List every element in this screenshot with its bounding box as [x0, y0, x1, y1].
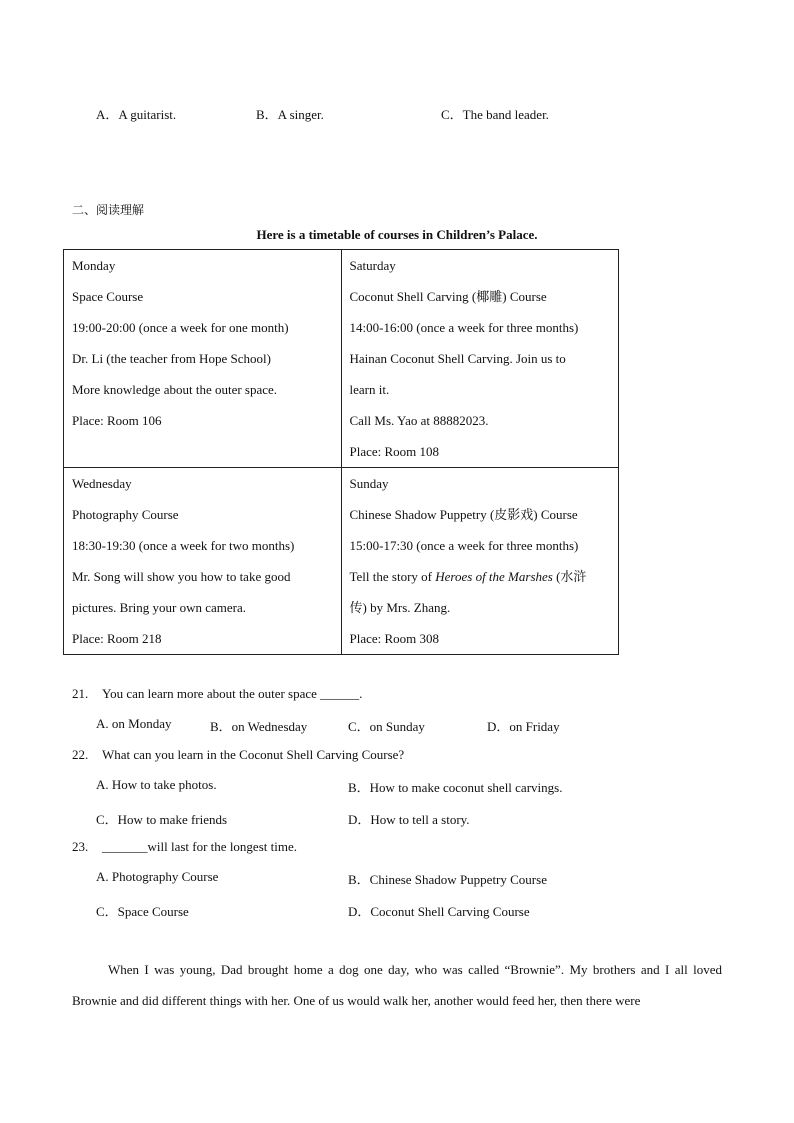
q22-option-a[interactable]: A. How to take photos. [96, 777, 217, 792]
sunday-desc-2: 传) by Mrs. Zhang. [349, 600, 451, 615]
timetable [63, 249, 619, 655]
question-22-stem: What can you learn in the Coconut Shell Carving Course? [102, 747, 405, 762]
q22-option-d[interactable]: D．How to tell a story. [348, 812, 470, 827]
question-21-number: 21. [72, 686, 89, 701]
q21-option-a[interactable]: A. on Monday [96, 716, 172, 731]
prev-option-b: B．A singer. [256, 107, 324, 122]
q23-option-d[interactable]: D．Coconut Shell Carving Course [348, 904, 530, 919]
wednesday-desc-1: Mr. Song will show you how to take good [72, 569, 291, 584]
q22-option-c[interactable]: C．How to make friends [96, 812, 228, 827]
monday-course: Space Course [72, 289, 144, 304]
wednesday-place: Place: Room 218 [72, 631, 162, 646]
question-22 [72, 747, 404, 763]
wednesday-course: Photography Course [72, 507, 179, 522]
prev-option-a: A．A guitarist. [96, 107, 177, 122]
question-21 [72, 686, 362, 702]
monday-time: 19:00-20:00 (once a week for one month) [72, 320, 289, 335]
question-23-number: 23. [72, 839, 89, 854]
question-21-stem: You can learn more about the outer space ______. [102, 686, 363, 701]
wednesday-desc-2: pictures. Bring your own camera. [72, 600, 247, 615]
monday-teacher: Dr. Li (the teacher from Hope School) [72, 351, 271, 366]
saturday-place: Place: Room 108 [349, 444, 440, 459]
wednesday-time: 18:30-19:30 (once a week for two months) [72, 538, 295, 553]
prev-option-c: C．The band leader. [441, 107, 549, 122]
monday-place: Place: Room 106 [72, 413, 162, 428]
q23-option-a[interactable]: A. Photography Course [96, 869, 219, 884]
timetable-title: Here is a timetable of courses in Children’s Palace. [256, 227, 538, 242]
q21-option-d[interactable]: D．on Friday [487, 719, 560, 734]
q21-option-b[interactable]: B．on Wednesday [210, 719, 308, 734]
passage-paragraph: When I was young, Dad brought home a dog one day, who was called “Brownie”. My brothers and I all loved Brownie and did different things with her. One of us would walk her, another would feed her, then there were [72, 962, 722, 1008]
monday-desc: More knowledge about the outer space. [72, 382, 278, 397]
saturday-day: Saturday [349, 258, 396, 273]
q23-option-b[interactable]: B．Chinese Shadow Puppetry Course [348, 872, 547, 887]
sunday-desc-1 [350, 561, 613, 592]
q23-option-c[interactable]: C．Space Course [96, 904, 189, 919]
sunday-time: 15:00-17:30 (once a week for three months) [349, 538, 579, 553]
wednesday-day: Wednesday [72, 476, 132, 491]
monday-cell [64, 250, 342, 468]
sunday-cell [341, 468, 619, 655]
saturday-course: Coconut Shell Carving (椰雕) Course [349, 289, 547, 304]
saturday-desc-2: learn it. [349, 382, 390, 397]
saturday-desc-1: Hainan Coconut Shell Carving. Join us to [349, 351, 566, 366]
saturday-cell [341, 250, 619, 468]
monday-day: Monday [72, 258, 116, 273]
saturday-contact: Call Ms. Yao at 88882023. [349, 413, 489, 428]
question-23 [72, 839, 297, 855]
sunday-story-pre: Tell the story of [349, 569, 436, 584]
question-22-number: 22. [72, 747, 89, 762]
question-23-stem: _______will last for the longest time. [102, 839, 297, 854]
q22-option-b[interactable]: B．How to make coconut shell carvings. [348, 780, 563, 795]
sunday-day: Sunday [349, 476, 389, 491]
sunday-place: Place: Room 308 [349, 631, 440, 646]
sunday-course: Chinese Shadow Puppetry (皮影戏) Course [349, 507, 578, 522]
sunday-story-title: Heroes of the Marshes [435, 569, 553, 584]
sunday-story-post: (水浒 [552, 569, 587, 584]
q21-option-c[interactable]: C．on Sunday [348, 719, 425, 734]
saturday-time: 14:00-16:00 (once a week for three months) [349, 320, 579, 335]
wednesday-cell [64, 468, 342, 655]
section-heading: 二、阅读理解 [72, 203, 145, 217]
